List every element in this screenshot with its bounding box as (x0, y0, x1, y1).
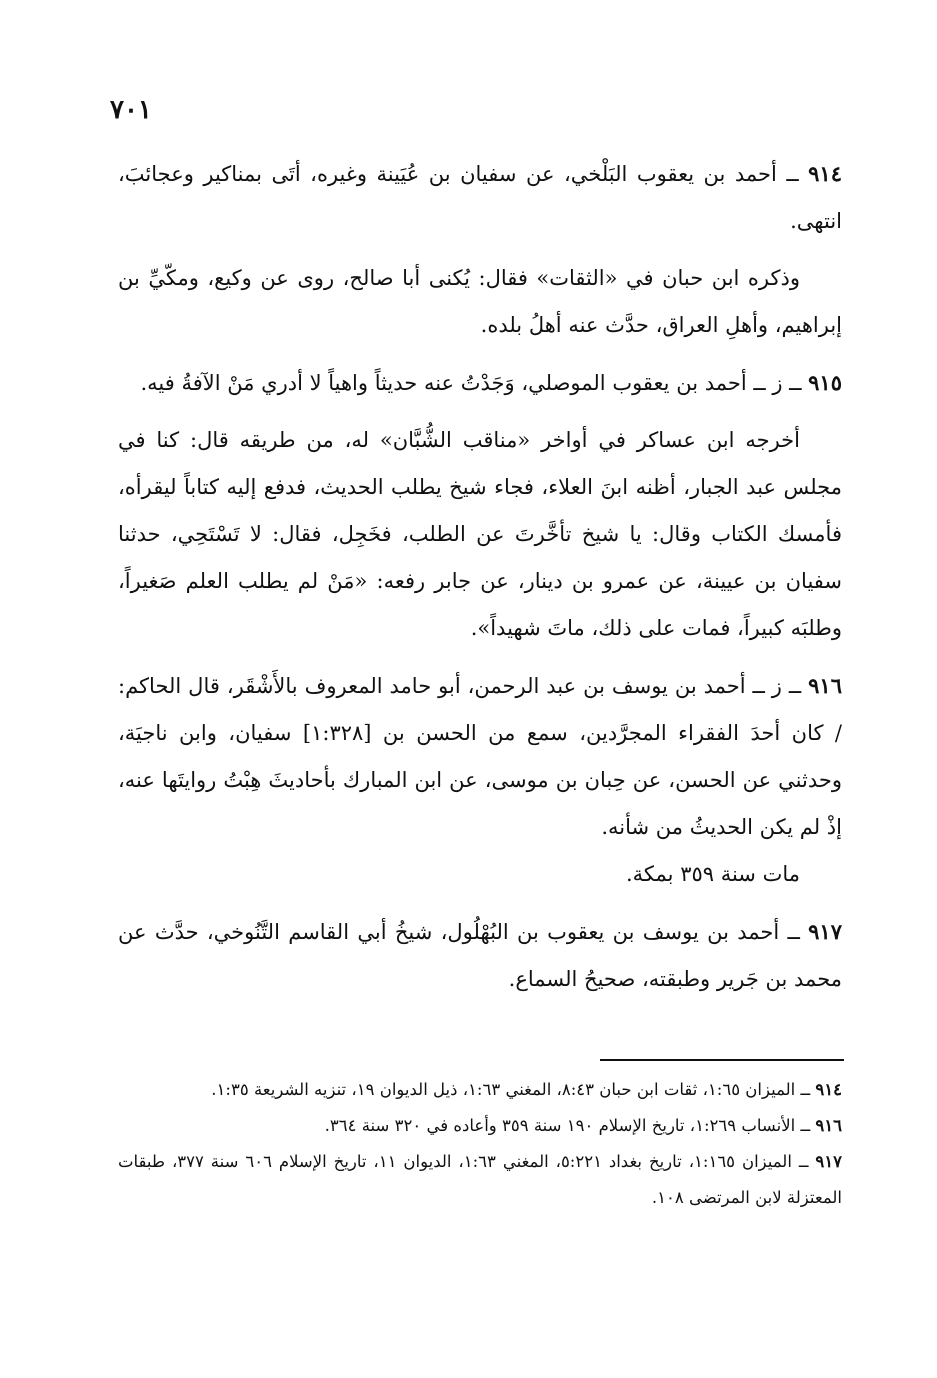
entry-917 (118, 908, 842, 1003)
paragraph-text: مات سنة ٣٥٩ بمكة. (625, 862, 800, 886)
footnote-divider (600, 1059, 844, 1061)
entry-number: ٩١٥ (808, 370, 842, 395)
entry-text: ــ ز ــ أحمد بن يوسف بن عبد الرحمن، أبو حامد المعروف بالأَشْقَر، قال الحاكم: / كان أحدَ الفقراء المجرَّدين، سمع من الحسن بن [١:٣٢٨] سفيان، وابن ناجيَة، وحدثني عن الحسن، عن حِبان بن موسى، عن ابن المبارك بأحاديثَ هِبْتُ روايتَها عنه، إذْ لم يكن الحديثُ من شأنه. (118, 674, 842, 839)
entry-915 (118, 359, 842, 407)
entry-text: ــ أحمد بن يوسف بن يعقوب بن البُهْلُول، شيخُ أبي القاسم التَّنُوخي، حدَّث عن محمد بن جَرير وطبقته، صحيحُ السماع. (118, 920, 842, 991)
footnotes (118, 1072, 842, 1216)
footnote-917 (118, 1144, 842, 1216)
paragraph-914-note (118, 255, 842, 349)
paragraph-916-note (118, 851, 842, 898)
footnote-text: ــ الميزان ١:٦٥، ثقات ابن حبان ٨:٤٣، المغني ١:٦٣، ذيل الديوان ١٩، تنزيه الشريعة ١:٣٥. (211, 1080, 816, 1099)
paragraph-915-note (118, 417, 842, 652)
paragraph-text: أخرجه ابن عساكر في أواخر «مناقب الشُّبَّان» له، من طريقه قال: كنا في مجلس عبد الجبار، أظنه ابنَ العلاء، فجاء شيخ يطلب الحديث، فدفع إليه كتاباً ليقرأه، فأمسك الكتاب وقال: يا شيخ تأخَّرتَ عن الطلب، فخَجِل، فقال: لا تَسْتَحِي، حدثنا سفيان بن عيينة، عن عمرو بن دينار، عن جابر رفعه: «مَنْ لم يطلب العلم صَغيراً، وطلبَه كبيراً، فمات على ذلك، ماتَ شهيداً». (118, 428, 842, 640)
footnote-number: ٩١٧ (815, 1152, 843, 1171)
footnote-number: ٩١٤ (815, 1080, 842, 1099)
entry-914 (118, 150, 842, 245)
entry-916 (118, 662, 842, 851)
footnote-text: ــ الميزان ١:١٦٥، تاريخ بغداد ٥:٢٢١، المغني ١:٦٣، الديوان ١١، تاريخ الإسلام ٦٠٦ سنة ٣٧٧، طبقات المعتزلة لابن المرتضى ١٠٨. (118, 1152, 842, 1207)
footnote-914 (118, 1072, 842, 1108)
page-number: ٧٠١ (110, 95, 152, 125)
entry-number: ٩١٧ (808, 919, 842, 944)
footnote-text: ــ الأنساب ١:٢٦٩، تاريخ الإسلام ١٩٠ سنة ٣٥٩ وأعاده في ٣٢٠ سنة ٣٦٤. (324, 1116, 816, 1135)
entry-text: ــ أحمد بن يعقوب البَلْخي، عن سفيان بن عُيَينة وغيره، أتَى بمناكير وعجائبَ، انتهى. (118, 162, 842, 233)
footnote-number: ٩١٦ (815, 1116, 842, 1135)
paragraph-text: وذكره ابن حبان في «الثقات» فقال: يُكنى أبا صالح، روى عن وكيع، ومكّيِّ بن إبراهيم، وأهلِ العراق، حدَّث عنه أهلُ بلده. (118, 266, 842, 337)
footnote-916 (118, 1108, 842, 1144)
entry-text: ــ ز ــ أحمد بن يعقوب الموصلي، وَجَدْتُ عنه حديثاً واهياً لا أدري مَنْ الآفةُ فيه. (140, 371, 809, 395)
entry-number: ٩١٦ (808, 673, 842, 698)
entry-number: ٩١٤ (808, 161, 842, 186)
main-text (118, 150, 842, 1013)
